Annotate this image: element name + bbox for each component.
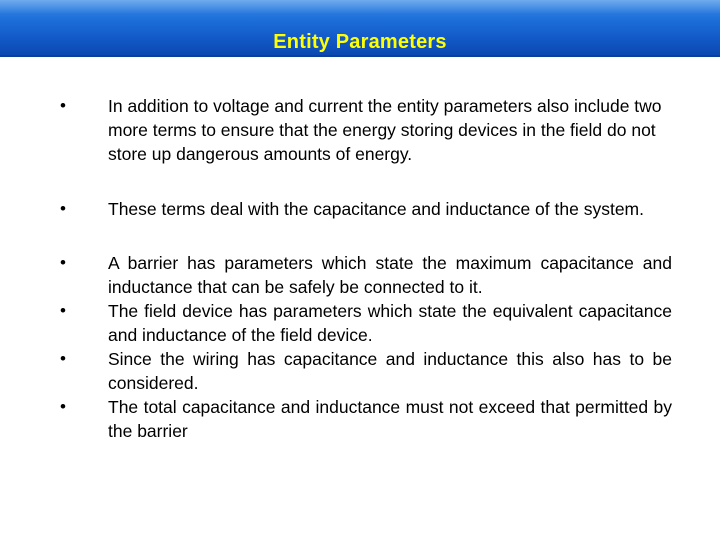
bullet-marker: • [60,397,66,416]
title-bar [0,0,720,57]
bullet-marker: • [60,199,66,218]
bullet-item: A barrier has parameters which state the maximum capacitance and inductance that can be safely be connected to it. [108,253,672,297]
bullet-item: Since the wiring has capacitance and inductance this also has to be considered. [108,349,672,393]
bullet-marker: • [60,253,66,272]
bullet-item: The total capacitance and inductance must not exceed that permitted by the barrier [108,397,672,441]
bullet-marker: • [60,349,66,368]
bullet-item: In addition to voltage and current the entity parameters also include two more terms to ensure that the energy storing devices in the field do not store up dangerous amounts of energy. [108,96,662,164]
bullet-item: The field device has parameters which state the equivalent capacitance and inductance of the field device. [108,301,672,345]
bullet-marker: • [60,301,66,320]
slide-title: Entity Parameters [273,31,447,53]
bullet-marker: • [60,96,66,115]
bullet-item: These terms deal with the capacitance and inductance of the system. [108,199,644,219]
